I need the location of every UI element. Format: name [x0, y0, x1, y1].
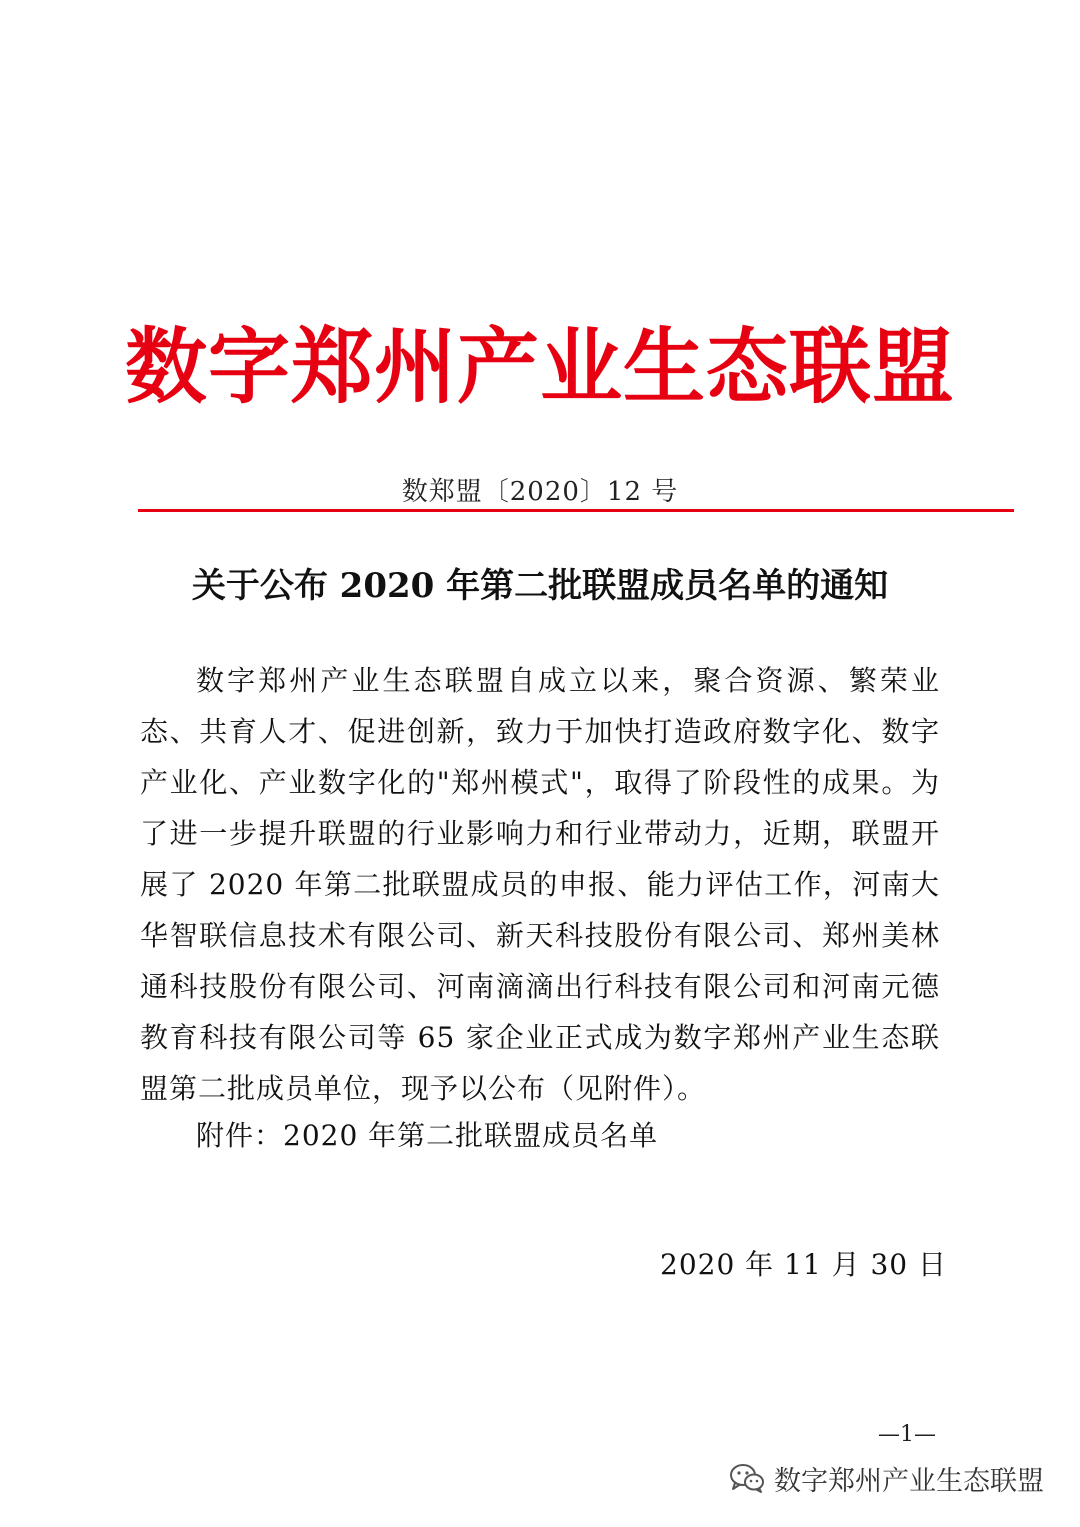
masthead-title: 数字郑州产业生态联盟 [124, 320, 955, 415]
watermark-text: 数字郑州产业生态联盟 [774, 1465, 1044, 1497]
red-divider [138, 509, 1014, 512]
notice-body: 数字郑州产业生态联盟自成立以来，聚合资源、繁荣业态、共育人才、促进创新，致力于加快打造政府数字化、数字产业化、产业数字化的"郑州模式"，取得了阶段性的成果。为了进一步提升联盟的行业影响力和行业带动力，近期，联盟开展了 2020 年第二批联盟成员的申报、能力评估工作，河南大华智联信息技术有限公司、新天科技股份有限公司、郑州美林通科技股份有限公司、河南滴滴出行科技有限公司和河南元德教育科技有限公司等 65 家企业正式成为数字郑州产业生态联盟第二批成员单位，现予以公布（见附件）。 [140, 664, 940, 1105]
notice-title: 关于公布 2020 年第二批联盟成员名单的通知 [191, 566, 889, 606]
wechat-icon [728, 1462, 766, 1494]
wechat-watermark [728, 1458, 1044, 1498]
page-number: —1— [878, 1422, 936, 1447]
document-number: 数郑盟〔2020〕12 号 [401, 477, 679, 507]
attachment-line: 附件：2020 年第二批联盟成员名单 [196, 1119, 659, 1152]
issue-date: 2020 年 11 月 30 日 [660, 1248, 948, 1281]
